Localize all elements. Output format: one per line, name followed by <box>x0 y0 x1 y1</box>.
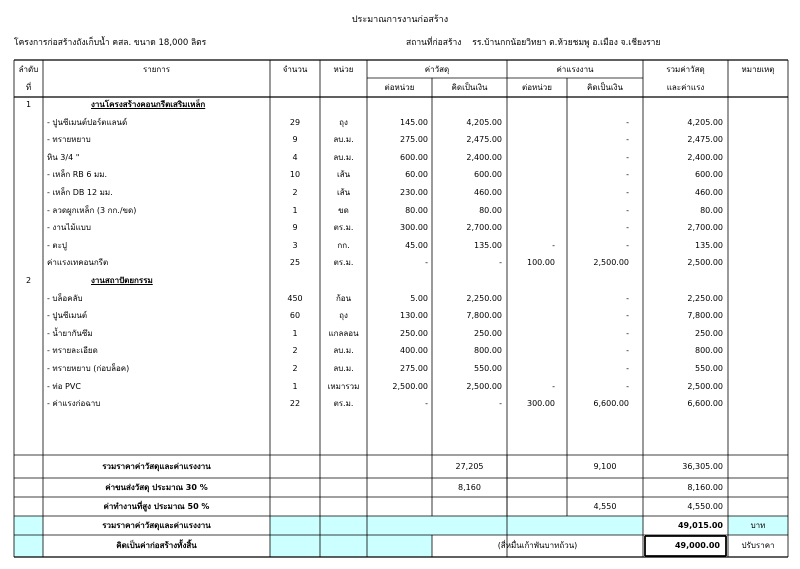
row-material-amount: 600.00 <box>474 170 502 180</box>
transport-label: ค่าขนส่งวัสดุ ประมาณ 30 % <box>105 482 208 492</box>
row-labor-amount: - <box>626 223 629 233</box>
header-remark: หมายเหตุ <box>741 65 775 74</box>
row-item: - เหล็ก DB 12 มม. <box>47 188 113 197</box>
row-qty: 25 <box>289 258 301 268</box>
row-material-amount: 80.00 <box>479 205 502 215</box>
row-total: 2,500.00 <box>687 381 723 391</box>
row-qty: 22 <box>289 399 301 409</box>
row-labor-amount: - <box>626 135 629 145</box>
row-total: 2,500.00 <box>687 258 723 268</box>
row-material-amount: 4,205.00 <box>466 117 502 127</box>
summary-material: 27,205 <box>455 461 484 471</box>
row-material-amount: 250.00 <box>474 328 502 338</box>
transport-total: 8,160.00 <box>687 482 723 492</box>
row-labor-amount: - <box>626 381 629 391</box>
section-number: 1 <box>25 100 32 109</box>
header-material: ค่าวัสดุ <box>424 65 450 74</box>
row-item: หิน 3/4 " <box>47 152 80 162</box>
grand-total-remark: บาท <box>750 520 766 530</box>
row-qty: 2 <box>292 364 298 373</box>
row-qty: 2 <box>292 346 298 356</box>
header-material-per-unit: ต่อหน่วย <box>384 83 415 92</box>
row-qty: 4 <box>292 152 298 162</box>
site-value: รร.บ้านกกน้อยวิทยา ต.ห้วยชมพู อ.เมือง จ.เชียงราย <box>472 38 661 48</box>
height-work-total: 4,550.00 <box>687 501 723 511</box>
row-unit: ขด <box>338 205 349 215</box>
row-qty: 1 <box>292 205 298 215</box>
page-title: ประมาณการงานก่อสร้าง <box>351 15 449 25</box>
final-cost-label: คิดเป็นค่าก่อสร้างทั้งสิ้น <box>116 541 197 550</box>
row-total: 6,600.00 <box>687 399 723 409</box>
header-no: ที่ <box>25 83 32 92</box>
row-unit: ลบ.ม. <box>333 135 354 145</box>
row-labor-unit: - <box>552 240 555 250</box>
header-no: ลำดับ <box>18 65 39 74</box>
row-material-amount: 550.00 <box>474 364 502 373</box>
row-labor-amount: 6,600.00 <box>593 399 629 409</box>
header-material-amount: คิดเป็นเงิน <box>451 83 488 92</box>
row-qty: 9 <box>292 135 298 145</box>
row-labor-amount: - <box>626 117 629 127</box>
row-material-unit: 60.00 <box>405 170 428 180</box>
row-unit: ก้อน <box>335 293 352 303</box>
row-material-unit: 600.00 <box>400 152 428 162</box>
summary-label: รวมราคาค่าวัสดุและค่าแรงงาน <box>102 461 211 471</box>
row-item: - ค่าแรงก่อฉาบ <box>47 399 101 409</box>
row-material-unit: 130.00 <box>400 311 428 321</box>
header-qty: จำนวน <box>282 65 308 74</box>
row-qty: 60 <box>289 311 301 321</box>
row-material-unit: - <box>425 399 428 409</box>
row-material-amount: 2,400.00 <box>466 152 502 162</box>
final-cost-value: 49,000.00 <box>674 541 720 550</box>
row-material-unit: - <box>425 258 428 268</box>
row-item: - งานไม้แบบ <box>47 223 91 233</box>
height-work-label: ค่าทำงานที่สูง ประมาณ 50 % <box>103 501 210 511</box>
highlight-fill <box>14 535 43 557</box>
row-labor-amount: - <box>626 328 629 338</box>
row-material-amount: 7,800.00 <box>466 311 502 321</box>
row-qty: 9 <box>292 223 298 233</box>
site-label: สถานที่ก่อสร้าง <box>406 38 462 48</box>
row-item: - ทรายหยาบ <box>47 135 91 145</box>
row-item: - ลวดผูกเหล็ก (3 กก./ขด) <box>47 205 137 215</box>
project-name: โครงการก่อสร้างถังเก็บน้ำ คสล. ขนาด 18,000 ลิตร <box>14 38 207 48</box>
row-material-unit: 80.00 <box>405 205 428 215</box>
row-material-amount: 460.00 <box>474 188 502 197</box>
row-unit: ถุง <box>339 311 348 321</box>
row-qty: 2 <box>292 188 298 197</box>
row-material-amount: 135.00 <box>474 240 502 250</box>
row-material-unit: 275.00 <box>400 364 428 373</box>
row-total: 7,800.00 <box>687 311 723 321</box>
row-total: 550.00 <box>695 364 723 373</box>
final-cost-remark: ปรับราคา <box>741 541 775 550</box>
row-total: 250.00 <box>695 328 723 338</box>
row-material-unit: 230.00 <box>400 188 428 197</box>
row-item: - ปูนซีเมนต์ปอร์ตแลนด์ <box>47 117 128 127</box>
row-unit: ลบ.ม. <box>333 152 354 162</box>
row-qty: 1 <box>292 381 298 391</box>
header-labor: ค่าแรงงาน <box>556 65 594 74</box>
row-unit: ลบ.ม. <box>333 346 354 356</box>
row-qty: 10 <box>289 170 301 180</box>
row-total: 2,700.00 <box>687 223 723 233</box>
row-labor-amount: - <box>626 311 629 321</box>
row-material-amount: 800.00 <box>474 346 502 356</box>
row-item: - ทรายละเอียด <box>47 346 98 356</box>
row-total: 4,205.00 <box>687 117 723 127</box>
grand-total-value: 49,015.00 <box>677 520 723 530</box>
header-total: และค่าแรง <box>666 83 705 92</box>
summary-total: 36,305.00 <box>682 461 723 471</box>
row-total: 2,250.00 <box>687 293 723 303</box>
header-labor-per-unit: ต่อหน่วย <box>522 83 552 92</box>
header-unit: หน่วย <box>333 65 354 74</box>
row-material-unit: 250.00 <box>400 328 428 338</box>
row-labor-amount: - <box>626 188 629 197</box>
section-title: งานสถาปัตยกรรม <box>91 276 153 285</box>
row-qty: 1 <box>292 328 298 338</box>
highlight-fill <box>270 516 643 535</box>
row-material-unit: 145.00 <box>400 117 428 127</box>
row-material-unit: 275.00 <box>400 135 428 145</box>
row-material-unit: 300.00 <box>400 223 428 233</box>
row-material-unit: 5.00 <box>410 293 428 303</box>
height-work-labor: 4,550 <box>593 501 617 511</box>
row-total: 2,400.00 <box>687 152 723 162</box>
row-labor-unit: 300.00 <box>527 399 555 409</box>
row-material-amount: - <box>499 258 502 268</box>
summary-labor: 9,100 <box>593 461 617 471</box>
row-item: - ทรายหยาบ (ก่อบล็อค) <box>47 364 130 373</box>
row-total: 460.00 <box>695 188 723 197</box>
row-unit: ตร.ม. <box>333 258 354 268</box>
row-unit: เหมารวม <box>327 381 360 391</box>
row-unit: เส้น <box>336 188 351 197</box>
row-labor-amount: - <box>626 293 629 303</box>
row-labor-amount: - <box>626 205 629 215</box>
row-total: 80.00 <box>700 205 723 215</box>
row-material-amount: 2,500.00 <box>466 381 502 391</box>
row-material-unit: 400.00 <box>400 346 428 356</box>
row-labor-unit: 100.00 <box>527 258 555 268</box>
section-number: 2 <box>25 276 32 285</box>
row-labor-amount: - <box>626 152 629 162</box>
header-labor-amount: คิดเป็นเงิน <box>587 83 623 92</box>
row-unit: แกลลอน <box>328 328 359 338</box>
row-material-amount: - <box>499 399 502 409</box>
row-total: 600.00 <box>695 170 723 180</box>
row-total: 135.00 <box>695 240 723 250</box>
highlight-fill <box>270 535 432 557</box>
row-labor-unit: - <box>552 381 555 391</box>
row-material-unit: 2,500.00 <box>392 381 428 391</box>
row-item: - น้ำยากันซึม <box>47 328 93 338</box>
header-total: รวมค่าวัสดุ <box>666 65 705 74</box>
row-labor-amount: 2,500.00 <box>593 258 629 268</box>
row-item: ค่าแรงเทคอนกรีต <box>47 258 109 268</box>
row-qty: 450 <box>287 293 303 303</box>
row-unit: ตร.ม. <box>333 223 354 233</box>
transport-material: 8,160 <box>458 482 481 492</box>
row-material-amount: 2,250.00 <box>466 293 502 303</box>
row-qty: 29 <box>289 117 301 127</box>
header-item: รายการ <box>142 65 171 74</box>
row-labor-amount: - <box>626 346 629 356</box>
row-unit: ลบ.ม. <box>333 364 354 373</box>
row-item: - ท่อ PVC <box>47 381 81 391</box>
row-qty: 3 <box>292 240 298 250</box>
row-labor-amount: - <box>626 240 629 250</box>
row-total: 2,475.00 <box>687 135 723 145</box>
row-item: - เหล็ก RB 6 มม. <box>47 170 108 180</box>
row-total: 800.00 <box>695 346 723 356</box>
row-labor-amount: - <box>626 170 629 180</box>
grand-total-label: รวมราคาค่าวัสดุและค่าแรงงาน <box>102 520 211 530</box>
row-material-amount: 2,475.00 <box>466 135 502 145</box>
row-item: - ปูนซีเมนต์ <box>47 311 88 321</box>
row-material-amount: 2,700.00 <box>466 223 502 233</box>
row-labor-amount: - <box>626 364 629 373</box>
row-unit: ตร.ม. <box>333 399 354 409</box>
section-title: งานโครงสร้างคอนกรีตเสริมเหล็ก <box>91 100 206 109</box>
final-cost-words: (สี่หมื่นเก้าพันบาทถ้วน) <box>497 541 578 550</box>
row-unit: กก. <box>337 240 350 250</box>
row-unit: เส้น <box>336 170 351 180</box>
row-material-unit: 45.00 <box>405 240 428 250</box>
row-item: - ตะปู <box>47 240 67 250</box>
row-unit: ถุง <box>339 117 348 127</box>
row-item: - บล็อคลับ <box>47 293 83 303</box>
highlight-fill <box>14 516 43 535</box>
